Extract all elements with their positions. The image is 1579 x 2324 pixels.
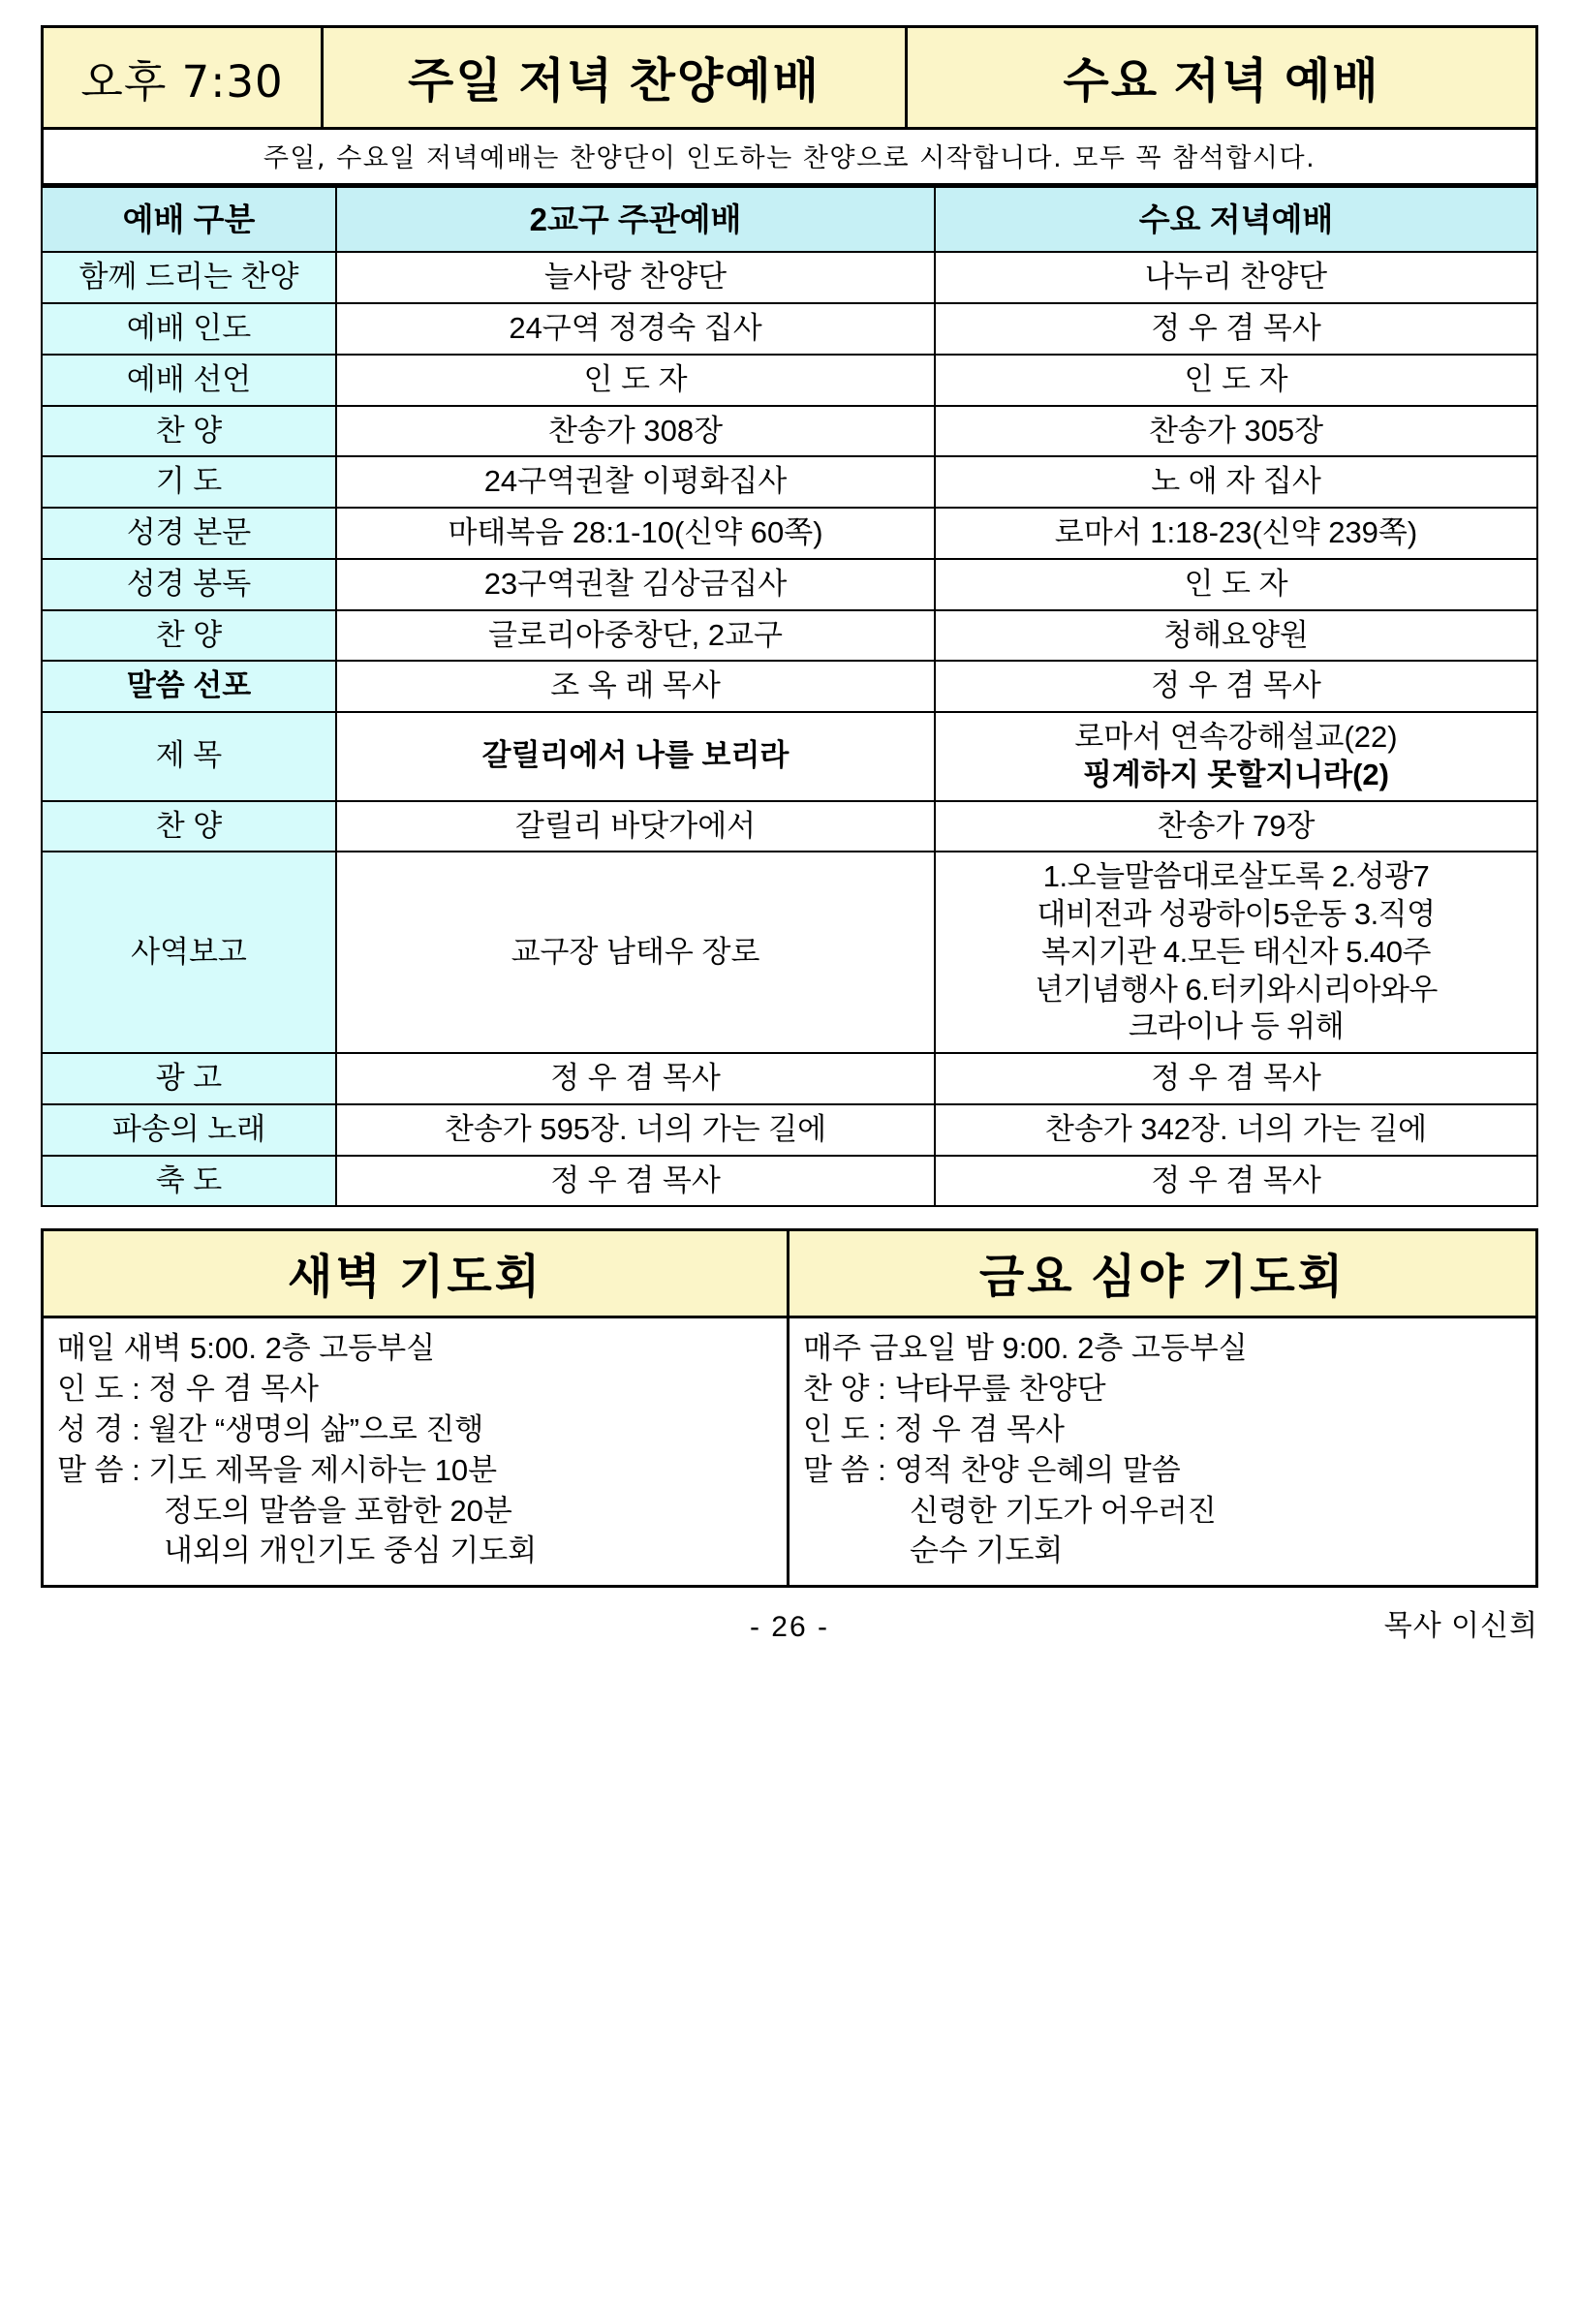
row-value-sunday: 교구장 남태우 장로 (336, 852, 935, 1053)
row-value-sunday: 마태복음 28:1-10(신약 60쪽) (336, 508, 935, 559)
row-value-sunday: 인 도 자 (336, 355, 935, 406)
row-value-sunday: 정 우 겸 목사 (336, 1053, 935, 1104)
row-value-wednesday: 청해요양원 (935, 610, 1537, 662)
row-label: 파송의 노래 (42, 1104, 336, 1156)
page-footer (41, 1601, 1538, 1644)
row-label: 사역보고 (42, 852, 336, 1053)
sermon-title-line: 핑계하지 못할지니라(2) (1082, 757, 1389, 791)
dawn-prayer-body (44, 1318, 787, 1585)
table-row (42, 1053, 1537, 1104)
friday-prayer-box (790, 1231, 1535, 1585)
table-row (42, 508, 1537, 559)
row-value-wednesday: 정 우 겸 목사 (935, 661, 1537, 712)
row-label: 광 고 (42, 1053, 336, 1104)
column-header-category: 예배 구분 (42, 187, 336, 252)
row-value-wednesday: 인 도 자 (935, 355, 1537, 406)
row-value-sunday: 글로리아중창단, 2교구 (336, 610, 935, 662)
row-value-sunday: 정 우 겸 목사 (336, 1156, 935, 1207)
dawn-prayer-box (44, 1231, 790, 1585)
friday-prayer-body (790, 1318, 1535, 1585)
column-header-wednesday: 수요 저녁예배 (935, 187, 1537, 252)
row-value-wednesday: 정 우 겸 목사 (935, 1053, 1537, 1104)
header-band (41, 25, 1538, 130)
row-label: 말씀 선포 (42, 661, 336, 712)
row-value-wednesday: 로마서 1:18-23(신약 239쪽) (935, 508, 1537, 559)
table-row (42, 406, 1537, 457)
row-value-wednesday (935, 852, 1537, 1053)
sermon-series-line: 로마서 연속강해설교(22) (1074, 720, 1398, 754)
row-value-wednesday: 정 우 겸 목사 (935, 303, 1537, 355)
footer-author: 목사 이신희 (1383, 1610, 1538, 1643)
friday-line: 인 도 : 정 우 겸 목사 (803, 1411, 1065, 1446)
row-value-wednesday: 찬송가 79장 (935, 801, 1537, 852)
report-line: 복지기관 4.모든 태신자 5.40주 (1041, 934, 1431, 969)
table-row (42, 559, 1537, 610)
column-header-sunday: 2교구 주관예배 (336, 187, 935, 252)
page-number: - 26 - (749, 1611, 830, 1644)
friday-line: 순수 기도회 (910, 1534, 1064, 1568)
row-label: 예배 선언 (42, 355, 336, 406)
dawn-line: 인 도 : 정 우 겸 목사 (57, 1372, 319, 1407)
table-row (42, 1104, 1537, 1156)
row-label: 제 목 (42, 712, 336, 801)
dawn-line: 정도의 말씀을 포함한 20분 (164, 1493, 512, 1528)
row-value-sunday: 24구역권찰 이평화집사 (336, 456, 935, 508)
friday-line: 매주 금요일 밤 9:00. 2층 고등부실 (803, 1331, 1248, 1366)
wednesday-evening-title: 수요 저녁 예배 (908, 28, 1535, 127)
row-label: 찬 양 (42, 801, 336, 852)
row-value-sunday: 갈릴리에서 나를 보리라 (336, 712, 935, 801)
row-value-sunday: 조 옥 래 목사 (336, 661, 935, 712)
table-row (42, 610, 1537, 662)
table-row-ministry-report (42, 852, 1537, 1053)
row-label: 성경 봉독 (42, 559, 336, 610)
row-label: 성경 본문 (42, 508, 336, 559)
row-value-sunday: 24구역 정경숙 집사 (336, 303, 935, 355)
row-value-wednesday: 나누리 찬양단 (935, 252, 1537, 303)
table-row (42, 712, 1537, 801)
dawn-line: 말 씀 : 기도 제목을 제시하는 10분 (57, 1452, 498, 1487)
notice-text: 주일, 수요일 저녁예배는 찬양단이 인도하는 찬양으로 시작합니다. 모두 꼭 참석합시다. (41, 130, 1538, 186)
row-value-wednesday: 노 애 자 집사 (935, 456, 1537, 508)
dawn-line: 매일 새벽 5:00. 2층 고등부실 (57, 1331, 436, 1366)
row-value-sunday: 찬송가 308장 (336, 406, 935, 457)
report-line: 년기념행사 6.터키와시리아와우 (1035, 972, 1438, 1007)
row-label: 기 도 (42, 456, 336, 508)
report-line: 대비전과 성광하이5운동 3.직영 (1037, 897, 1436, 931)
table-row (42, 252, 1537, 303)
dawn-line: 성 경 : 월간 “생명의 삶”으로 진행 (57, 1411, 484, 1446)
prayer-meetings-section (41, 1228, 1538, 1588)
report-line: 1.오늘말씀대로살도록 2.성광7 (1042, 859, 1430, 894)
sunday-evening-title: 주일 저녁 찬양예배 (324, 28, 908, 127)
friday-line: 신령한 기도가 어우러진 (910, 1493, 1217, 1528)
row-value-sunday: 찬송가 595장. 너의 가는 길에 (336, 1104, 935, 1156)
row-label: 찬 양 (42, 406, 336, 457)
row-value-sunday: 늘사랑 찬양단 (336, 252, 935, 303)
service-time: 오후 7:30 (44, 28, 324, 127)
row-label: 찬 양 (42, 610, 336, 662)
report-line: 크라이나 등 위해 (1128, 1009, 1345, 1044)
row-value-wednesday: 인 도 자 (935, 559, 1537, 610)
dawn-line: 내외의 개인기도 중심 기도회 (164, 1534, 538, 1568)
row-value-sunday: 갈릴리 바닷가에서 (336, 801, 935, 852)
table-row (42, 801, 1537, 852)
row-value-wednesday (935, 712, 1537, 801)
row-value-wednesday: 정 우 겸 목사 (935, 1156, 1537, 1207)
row-label: 함께 드리는 찬양 (42, 252, 336, 303)
friday-line: 말 씀 : 영적 찬양 은혜의 말씀 (803, 1452, 1181, 1487)
row-label: 축 도 (42, 1156, 336, 1207)
table-row (42, 303, 1537, 355)
row-value-wednesday: 찬송가 342장. 너의 가는 길에 (935, 1104, 1537, 1156)
table-row (42, 1156, 1537, 1207)
row-label: 예배 인도 (42, 303, 336, 355)
table-row (42, 355, 1537, 406)
friday-line: 찬 양 : 낙타무릎 찬양단 (803, 1372, 1106, 1407)
row-value-wednesday: 찬송가 305장 (935, 406, 1537, 457)
row-value-sunday: 23구역권찰 김상금집사 (336, 559, 935, 610)
service-schedule-table (41, 186, 1538, 1207)
table-row (42, 456, 1537, 508)
table-row (42, 661, 1537, 712)
dawn-prayer-title: 새벽 기도회 (44, 1231, 787, 1318)
friday-prayer-title: 금요 심야 기도회 (790, 1231, 1535, 1318)
table-header-row (42, 187, 1537, 252)
